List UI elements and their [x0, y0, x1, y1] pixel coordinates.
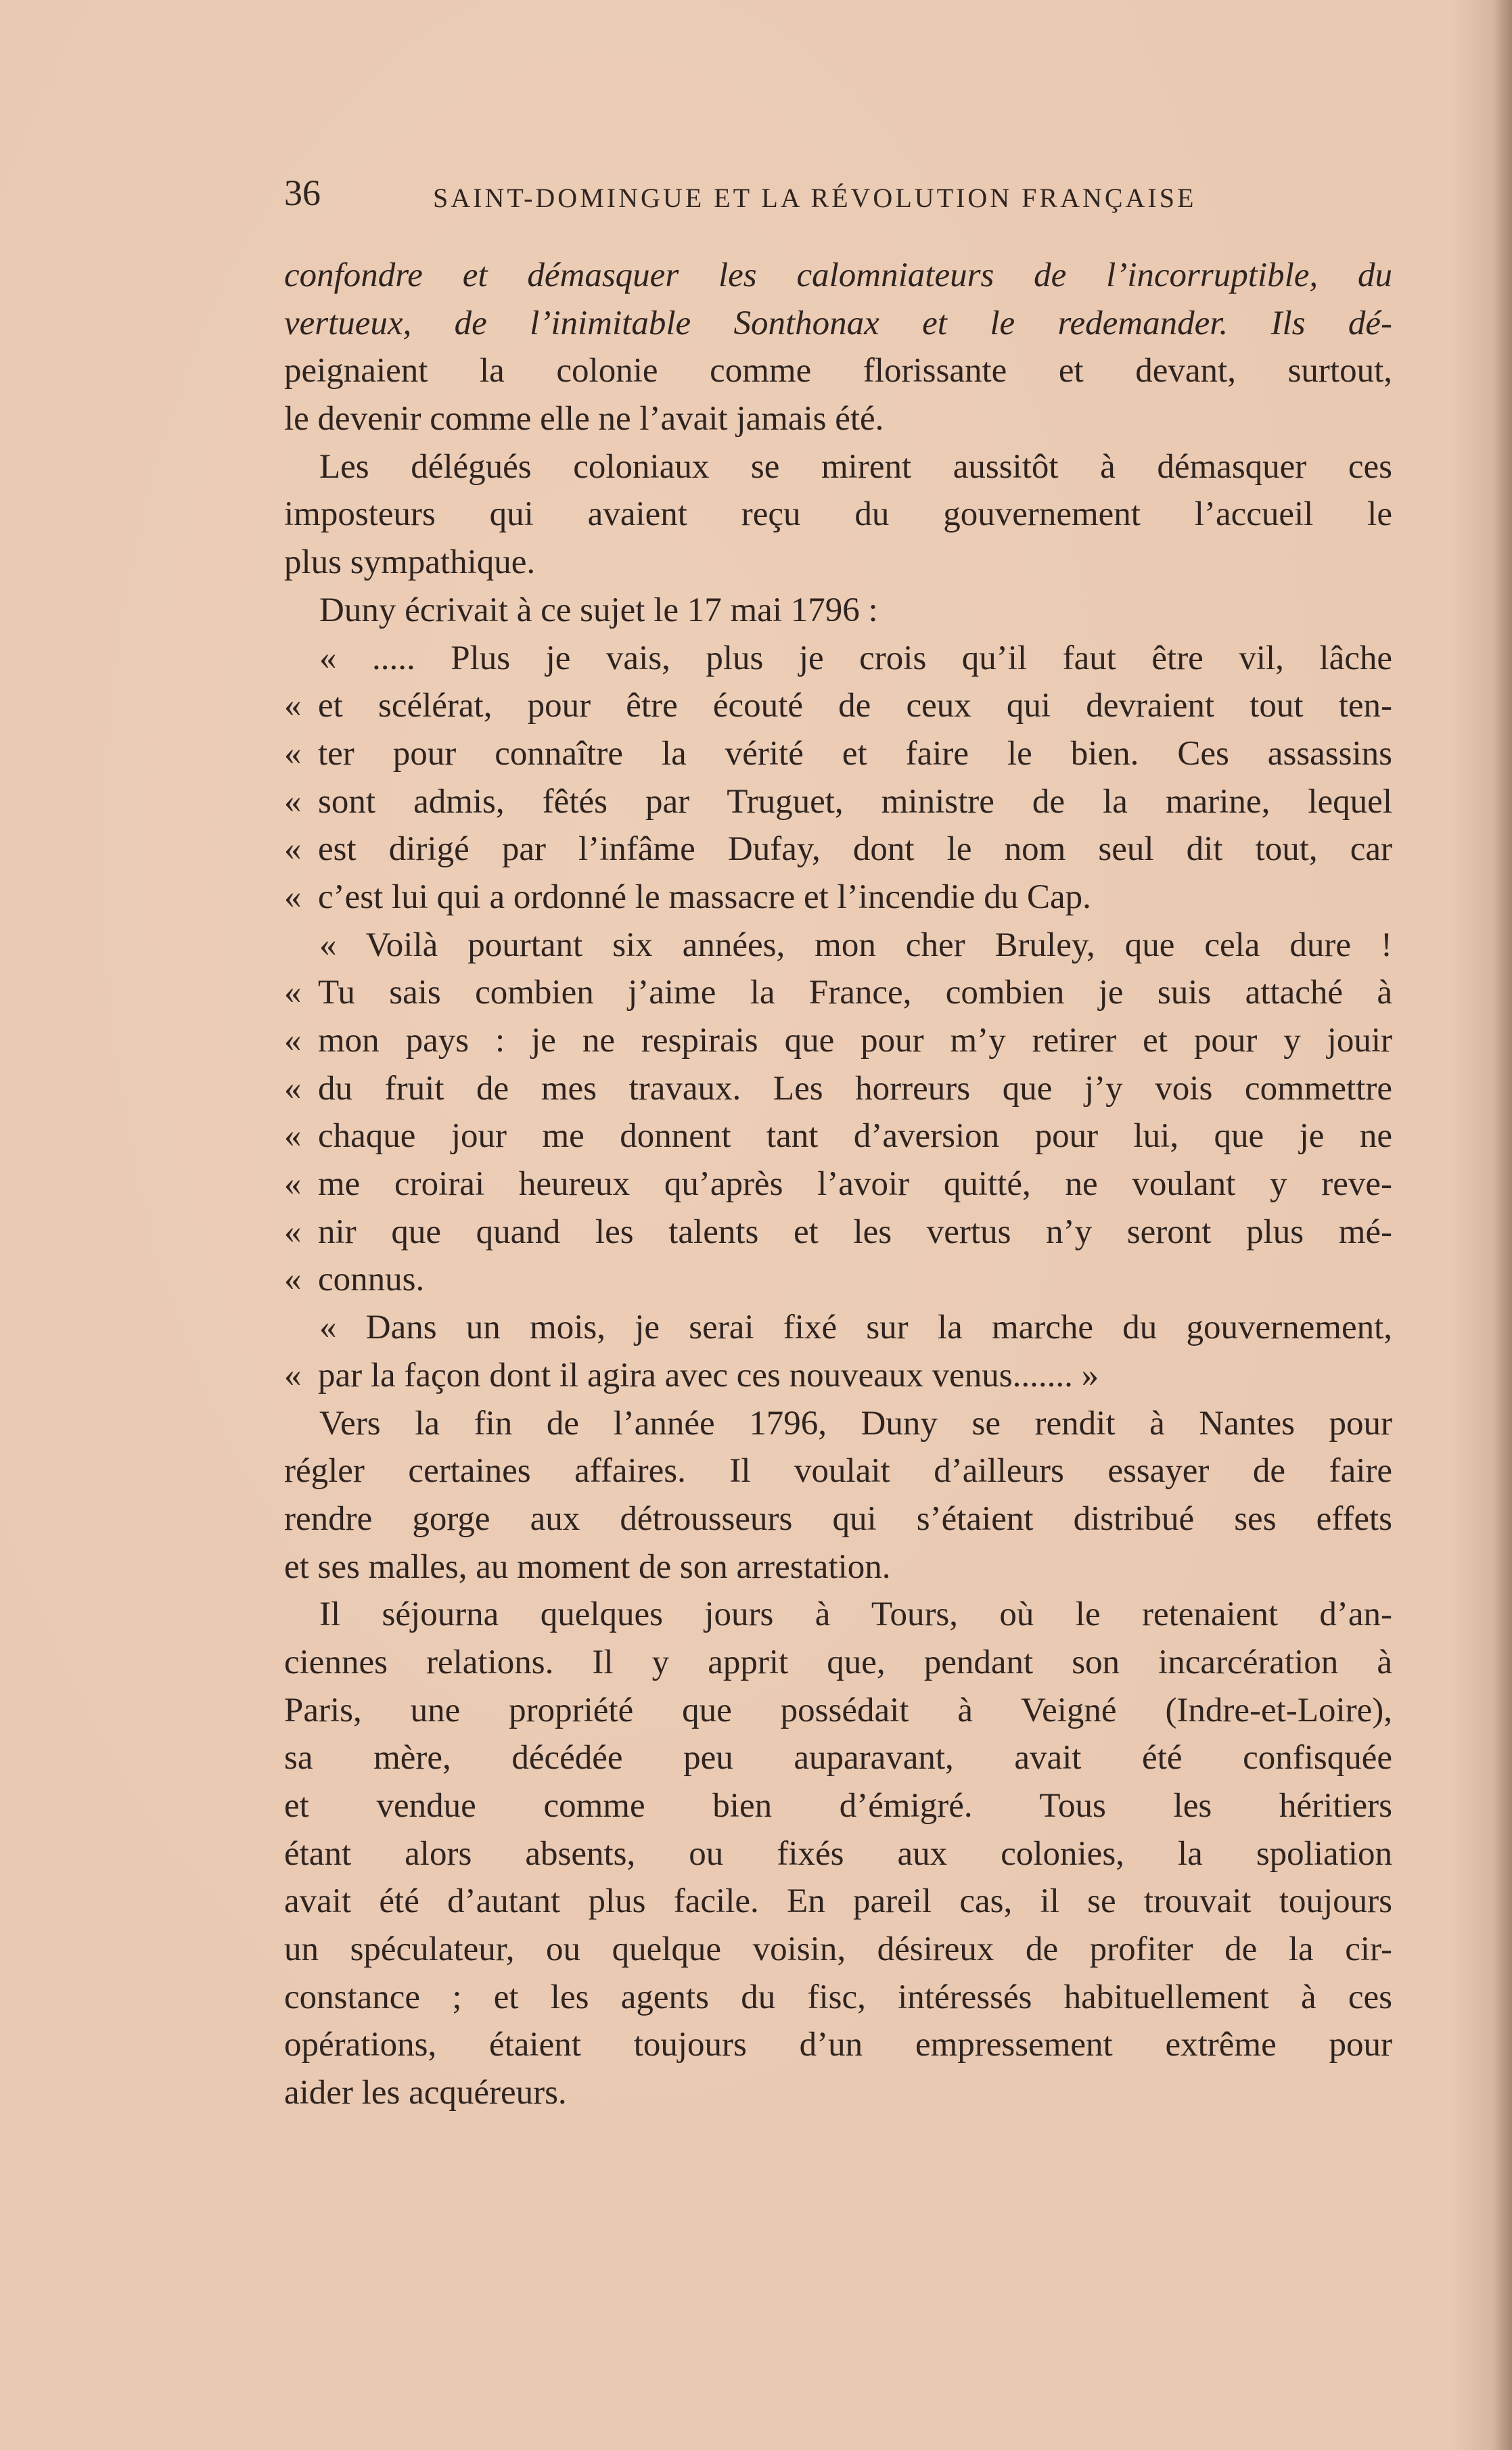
- text-line: constance ; et les agents du fisc, intéressés habituellement à ces: [284, 1978, 1392, 2016]
- quote-mark: «: [284, 1261, 302, 1299]
- text-line: Duny écrivait à ce sujet le 17 mai 1796 :: [319, 591, 878, 629]
- quoted-line-text: c’est lui qui a ordonné le massacre et l’incendie du Cap.: [318, 878, 1091, 916]
- quote-mark: «: [284, 878, 302, 916]
- text-line: confondre et démasquer les calomniateurs de l’incorruptible, du: [284, 256, 1392, 294]
- quote-mark: «: [284, 734, 302, 773]
- text-line-italic-part: vertueux, de l’inimitable Sonthonax et le redemander. Ils dé-: [284, 304, 1392, 342]
- quote-mark: «: [284, 830, 302, 869]
- text-line: imposteurs qui avaient reçu du gouvernement l’accueil le: [284, 495, 1392, 534]
- page-edge-shadow: [1493, 0, 1512, 2450]
- quote-mark: «: [284, 1022, 302, 1060]
- quoted-line-text: est dirigé par l’infâme Dufay, dont le nom seul dit tout, car: [318, 830, 1392, 869]
- quoted-line: [284, 1160, 1392, 1208]
- quote-mark: «: [284, 974, 302, 1012]
- quote-mark: «: [284, 1212, 302, 1251]
- text-line: « Dans un mois, je serai fixé sur la marche du gouvernement,: [319, 1309, 1392, 1347]
- quoted-line-text: Tu sais combien j’aime la France, combien je suis attaché à: [318, 974, 1392, 1012]
- quoted-line: [284, 969, 1392, 1017]
- text-line: et vendue comme bien d’émigré. Tous les héritiers: [284, 1787, 1392, 1825]
- quote-mark: «: [284, 1117, 302, 1156]
- text-line: sa mère, décédée peu auparavant, avait été confisquée: [284, 1739, 1392, 1777]
- quoted-line: [284, 1112, 1392, 1160]
- quoted-line-text: nir que quand les talents et les vertus n’y seront plus mé-: [318, 1212, 1392, 1251]
- quoted-line: [284, 1256, 1392, 1304]
- quoted-line-text: mon pays : je ne respirais que pour m’y retirer et pour y jouir: [318, 1022, 1392, 1060]
- text-line: Paris, une propriété que possédait à Veigné (Indre-et-Loire),: [284, 1691, 1392, 1729]
- quoted-line-text: me croirai heureux qu’après l’avoir quitté, ne voulant y reve-: [318, 1165, 1392, 1204]
- quoted-line-text: chaque jour me donnent tant d’aversion pour lui, que je ne: [318, 1117, 1392, 1156]
- quoted-line: [284, 778, 1392, 826]
- quoted-line-text: sont admis, fêtés par Truguet, ministre de la marine, lequel: [318, 782, 1392, 821]
- quote-mark: «: [284, 1356, 302, 1394]
- quoted-line: [284, 730, 1392, 778]
- quoted-line-text: connus.: [318, 1261, 425, 1299]
- page-number: 36: [284, 173, 321, 213]
- body-text: [284, 252, 1392, 2117]
- quoted-line-text: et scélérat, pour être écouté de ceux qui devraient tout ten-: [318, 687, 1392, 725]
- quote-mark: «: [284, 1165, 302, 1204]
- text-line: peignaient la colonie comme florissante et devant, surtout,: [284, 352, 1392, 390]
- text-line: et ses malles, au moment de son arrestation.: [284, 1547, 891, 1586]
- text-line: opérations, étaient toujours d’un empressement extrême pour: [284, 2026, 1392, 2064]
- quoted-line-text: par la façon dont il agira avec ces nouveaux venus....... »: [318, 1356, 1099, 1394]
- text-line: « ..... Plus je vais, plus je crois qu’il faut être vil, lâche: [319, 639, 1392, 677]
- quoted-line-text: du fruit de mes travaux. Les horreurs que j’y vois commettre: [318, 1069, 1392, 1108]
- text-line: Les délégués coloniaux se mirent aussitôt à démasquer ces: [319, 447, 1392, 486]
- quoted-line: [284, 1352, 1392, 1400]
- text-line: « Voilà pourtant six années, mon cher Bruley, que cela dure !: [319, 926, 1392, 964]
- text-line: Il séjourna quelques jours à Tours, où le retenaient d’an-: [319, 1595, 1392, 1634]
- quote-mark: «: [284, 687, 302, 725]
- quoted-line: [284, 1017, 1392, 1065]
- text-line: ciennes relations. Il y apprit que, pendant son incarcération à: [284, 1643, 1392, 1681]
- text-line: un spéculateur, ou quelque voisin, désireux de profiter de la cir-: [284, 1930, 1392, 1969]
- quote-mark: «: [284, 782, 302, 821]
- quote-mark: «: [284, 1069, 302, 1108]
- quoted-line-text: ter pour connaître la vérité et faire le bien. Ces assassins: [318, 734, 1392, 773]
- page-header: [284, 169, 1231, 217]
- quoted-line: [284, 1208, 1392, 1256]
- text-line: étant alors absents, ou fixés aux colonies, la spoliation: [284, 1834, 1392, 1873]
- text-line: régler certaines affaires. Il voulait d’ailleurs essayer de faire: [284, 1452, 1392, 1491]
- quoted-line: [284, 682, 1392, 730]
- text-line: le devenir comme elle ne l’avait jamais été.: [284, 400, 884, 438]
- text-line: [284, 300, 1392, 348]
- text-line: avait été d’autant plus facile. En pareil cas, il se trouvait toujours: [284, 1882, 1392, 1921]
- quoted-line: [284, 825, 1392, 874]
- running-head: SAINT-DOMINGUE ET LA RÉVOLUTION FRANÇAISE: [433, 183, 1197, 213]
- text-line: aider les acquéreurs.: [284, 2074, 567, 2112]
- quoted-line: [284, 1065, 1392, 1113]
- text-line: rendre gorge aux détrousseurs qui s’étaient distribué ses effets: [284, 1499, 1392, 1538]
- text-line: Vers la fin de l’année 1796, Duny se rendit à Nantes pour: [319, 1404, 1392, 1443]
- text-line: plus sympathique.: [284, 543, 536, 582]
- quoted-line: [284, 874, 1392, 922]
